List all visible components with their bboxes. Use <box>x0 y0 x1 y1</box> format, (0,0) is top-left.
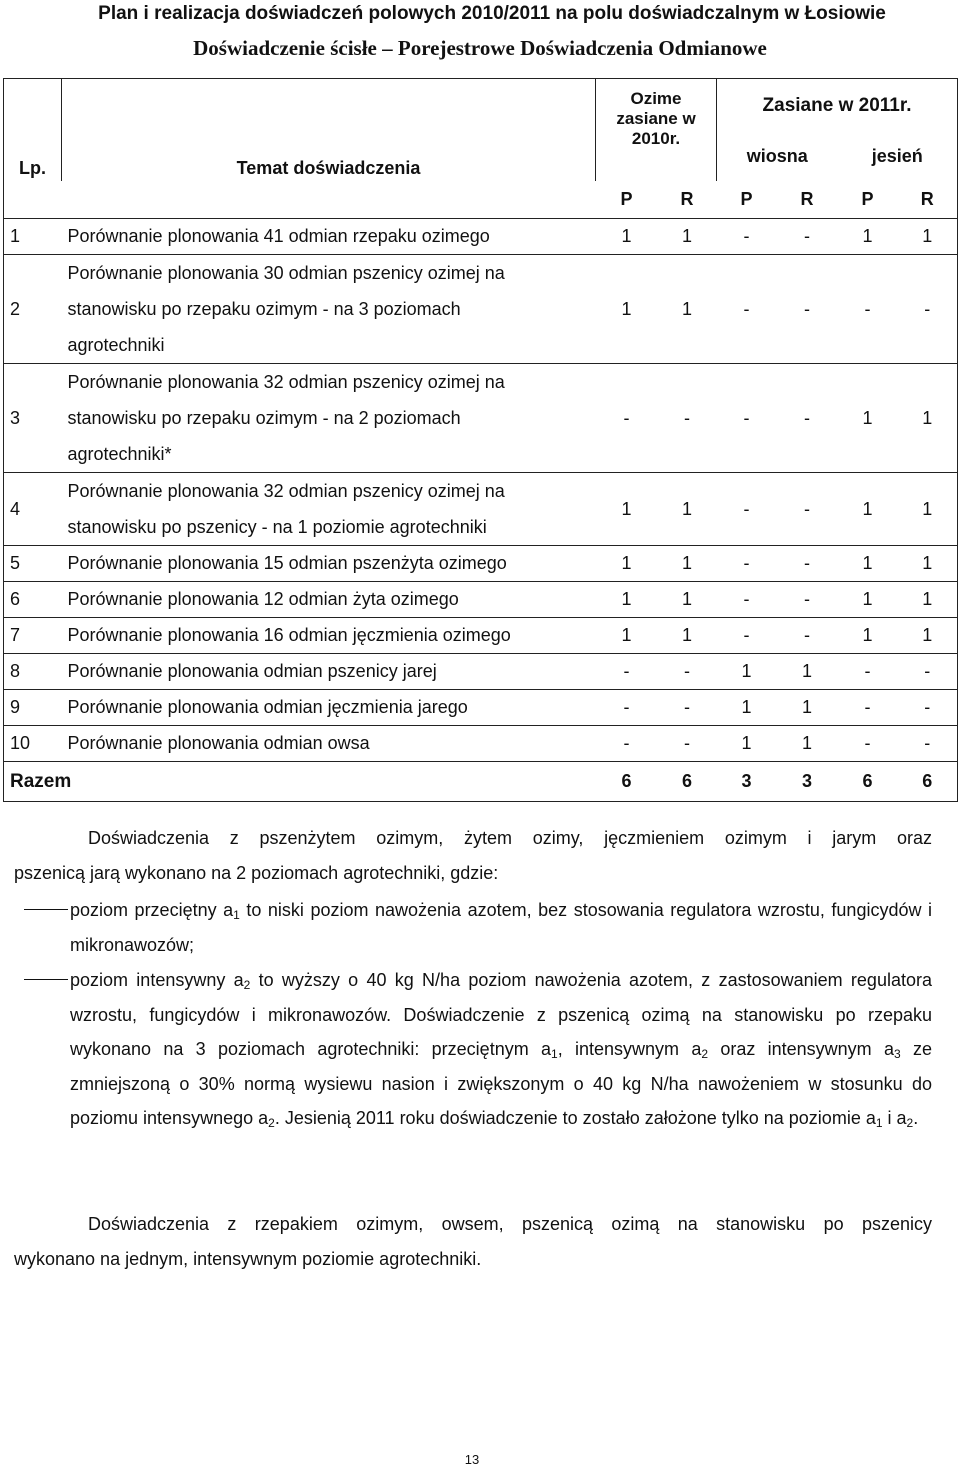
row-topic: Porównanie plonowania 16 odmian jęczmienia ozimego <box>62 618 596 654</box>
row-value: - <box>838 690 898 726</box>
row-value: 1 <box>658 473 717 546</box>
pr-label: R <box>777 181 838 219</box>
row-value: 1 <box>898 473 958 546</box>
row-value: 1 <box>777 690 838 726</box>
row-value: - <box>777 582 838 618</box>
row-lp: 9 <box>4 690 62 726</box>
row-value: 1 <box>596 473 658 546</box>
row-value: 1 <box>898 546 958 582</box>
row-value: - <box>658 726 717 762</box>
pr-empty-lp <box>4 181 62 219</box>
row-value: - <box>898 654 958 690</box>
row-lp: 4 <box>4 473 62 546</box>
table-row <box>4 726 958 762</box>
row-value: - <box>777 473 838 546</box>
row-topic: Porównanie plonowania odmian pszenicy jarej <box>62 654 596 690</box>
row-value: 1 <box>838 473 898 546</box>
row-value: 1 <box>838 219 898 255</box>
table-row <box>4 219 958 255</box>
row-topic <box>62 473 596 546</box>
row-lp: 6 <box>4 582 62 618</box>
pr-label: R <box>898 181 958 219</box>
pr-label: R <box>658 181 717 219</box>
row-lp: 1 <box>4 219 62 255</box>
header-lp: Lp. <box>4 79 62 181</box>
row-value: - <box>898 726 958 762</box>
row-value: 1 <box>717 654 777 690</box>
table-row <box>4 473 958 546</box>
header-spring: wiosna <box>717 133 838 181</box>
row-value: 1 <box>717 690 777 726</box>
row-value: - <box>717 364 777 473</box>
row-value: 1 <box>596 618 658 654</box>
row-value: - <box>596 690 658 726</box>
row-value: - <box>717 546 777 582</box>
row-value: - <box>658 690 717 726</box>
row-topic-line: agrotechniki* <box>67 444 172 464</box>
header-topic: Temat doświadczenia <box>62 79 596 181</box>
table-row <box>4 582 958 618</box>
row-topic-line: stanowisku po rzepaku ozimym - na 3 poziomach <box>67 299 461 319</box>
paragraph-2 <box>14 1207 932 1276</box>
row-value: 1 <box>658 582 717 618</box>
row-value: 1 <box>898 618 958 654</box>
pr-label: P <box>717 181 777 219</box>
pr-label: P <box>838 181 898 219</box>
row-lp: 2 <box>4 255 62 364</box>
row-topic: Porównanie plonowania 12 odmian żyta ozimego <box>62 582 596 618</box>
row-topic: Porównanie plonowania 41 odmian rzepaku ozimego <box>62 219 596 255</box>
total-value: 6 <box>658 762 717 802</box>
table-row <box>4 690 958 726</box>
row-value: - <box>777 618 838 654</box>
row-value: 1 <box>838 546 898 582</box>
row-value: 1 <box>898 364 958 473</box>
row-value: 1 <box>777 726 838 762</box>
row-value: - <box>596 654 658 690</box>
bullet-1-text: poziom przeciętny $a_1$ to niski poziom nawożenia azotem, bez stosowania regulatora wzrostu, fungicydów i mikronawozów; <box>70 900 933 955</box>
row-lp: 10 <box>4 726 62 762</box>
row-value: 1 <box>838 618 898 654</box>
paragraph-1-line-1: Doświadczenia z pszenżytem ozimym, żytem ozimy, jęczmieniem ozimym i jarym oraz <box>88 828 932 848</box>
row-value: - <box>717 255 777 364</box>
row-topic: Porównanie plonowania 15 odmian pszenżyta ozimego <box>62 546 596 582</box>
row-lp: 3 <box>4 364 62 473</box>
row-value: 1 <box>596 255 658 364</box>
header-winter-sown: Ozime zasiane w 2010r. <box>596 79 717 181</box>
row-lp: 8 <box>4 654 62 690</box>
paragraph-1-line-2: pszenicą jarą wykonano na 2 poziomach agrotechniki, gdzie: <box>14 862 499 883</box>
row-topic: Porównanie plonowania odmian owsa <box>62 726 596 762</box>
row-value: - <box>717 582 777 618</box>
page-number: 13 <box>464 1452 480 1467</box>
total-label: Razem <box>4 762 596 802</box>
row-value: - <box>898 690 958 726</box>
table-row <box>4 654 958 690</box>
row-lp: 7 <box>4 618 62 654</box>
total-value: 6 <box>838 762 898 802</box>
row-value: 1 <box>777 654 838 690</box>
dash-icon <box>24 979 68 980</box>
header-sown-2011: Zasiane w 2011r. <box>717 79 958 133</box>
row-value: 1 <box>658 219 717 255</box>
row-value: - <box>717 618 777 654</box>
row-value: - <box>658 654 717 690</box>
row-value: 1 <box>596 219 658 255</box>
row-value: - <box>658 364 717 473</box>
row-value: 1 <box>898 219 958 255</box>
table-row <box>4 618 958 654</box>
row-topic-line: Porównanie plonowania 30 odmian pszenicy ozimej na <box>67 263 505 283</box>
page-subtitle: Doświadczenie ścisłe – Porejestrowe Doświadczenia Odmianowe <box>193 36 767 60</box>
row-value: - <box>777 546 838 582</box>
row-value: 1 <box>658 255 717 364</box>
row-topic-line: Porównanie plonowania 32 odmian pszenicy ozimej na <box>67 481 505 501</box>
row-value: - <box>596 726 658 762</box>
row-topic-line: agrotechniki <box>67 335 165 355</box>
bullet-2-text: poziom intensywny $a_2$ to wyższy o 40 kg N/ha poziom nawożenia azotem, z zastosowaniem regulatora wzrostu, fungicydów i mikronawozów. Doświadczenie z pszenicą ozimą na stanowisku po rzepaku wykonano na 3 poziomach agrotechniki: przeciętnym $a_1$, intensywnym $a_2$ oraz intensywnym $a_3$ ze zmniejszoną o 30% normą wysiewu nasion i zwiększonym o 40 kg N/ha nawożeniem w stosunku do poziomu intensywnego $a_2$. Jesienią 2011 roku doświadczenie to zostało założone tylko na poziomie $a_1$ i $a_2$. <box>70 970 932 1130</box>
row-value: - <box>838 726 898 762</box>
paragraph-1 <box>14 821 932 890</box>
pr-header-row <box>4 181 958 219</box>
total-value: 6 <box>596 762 658 802</box>
row-value: 1 <box>898 582 958 618</box>
row-value: - <box>777 255 838 364</box>
row-value: 1 <box>717 726 777 762</box>
table-row <box>4 546 958 582</box>
row-value: - <box>717 473 777 546</box>
row-value: - <box>838 255 898 364</box>
row-topic: Porównanie plonowania odmian jęczmienia jarego <box>62 690 596 726</box>
bullet-1 <box>14 893 932 962</box>
row-topic-line: Porównanie plonowania 32 odmian pszenicy ozimej na <box>67 372 505 392</box>
dash-icon <box>24 909 68 910</box>
table-row <box>4 255 958 364</box>
total-value: 6 <box>898 762 958 802</box>
total-value: 3 <box>717 762 777 802</box>
row-topic <box>62 364 596 473</box>
row-value: 1 <box>658 618 717 654</box>
row-value: - <box>717 219 777 255</box>
row-lp: 5 <box>4 546 62 582</box>
header-autumn: jesień <box>838 133 958 181</box>
row-value: 1 <box>658 546 717 582</box>
page-title: Plan i realizacja doświadczeń polowych 2010/2011 na polu doświadczalnym w Łosiowie <box>98 3 886 24</box>
bullet-2 <box>14 963 932 1136</box>
row-value: - <box>777 219 838 255</box>
row-value: - <box>777 364 838 473</box>
pr-label: P <box>596 181 658 219</box>
paragraph-2-line-1: Doświadczenia z rzepakiem ozimym, owsem, pszenicą ozimą na stanowisku po pszenicy <box>88 1214 932 1234</box>
row-value: 1 <box>596 546 658 582</box>
row-value: 1 <box>838 364 898 473</box>
row-topic-line: stanowisku po pszenicy - na 1 poziomie agrotechniki <box>67 517 487 537</box>
row-value: - <box>596 364 658 473</box>
table-row <box>4 364 958 473</box>
row-value: - <box>838 654 898 690</box>
row-topic-line: stanowisku po rzepaku ozimym - na 2 poziomach <box>67 408 461 428</box>
pr-empty-topic <box>62 181 596 219</box>
experiments-table <box>3 78 958 802</box>
total-value: 3 <box>777 762 838 802</box>
paragraph-2-line-2: wykonano na jednym, intensywnym poziomie agrotechniki. <box>14 1248 482 1269</box>
row-value: - <box>898 255 958 364</box>
row-value: 1 <box>596 582 658 618</box>
row-topic <box>62 255 596 364</box>
row-value: 1 <box>838 582 898 618</box>
total-row <box>4 762 958 802</box>
